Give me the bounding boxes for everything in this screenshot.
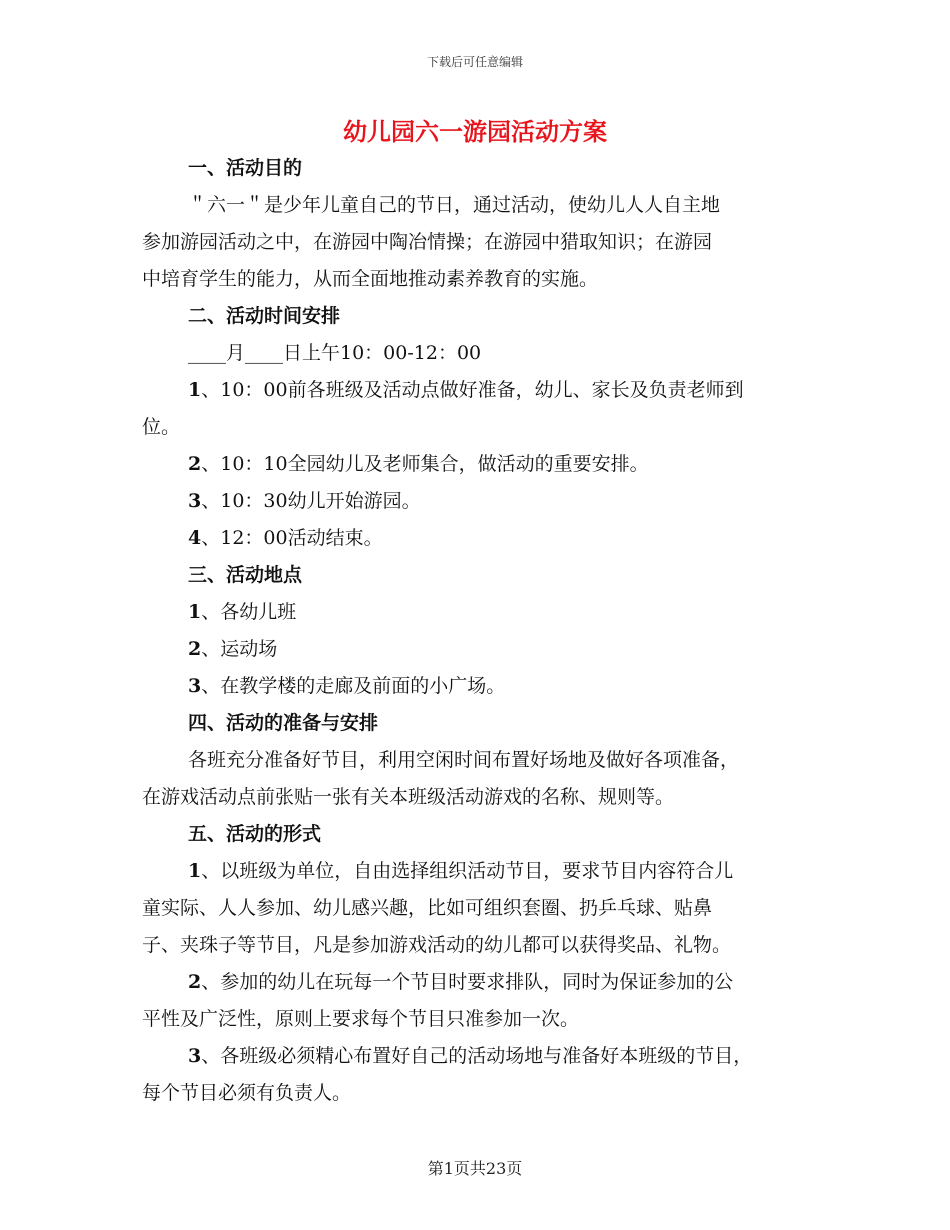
- document-body: [142, 150, 810, 1112]
- item-text: 、各班级必须精心布置好自己的活动场地与准备好本班级的节目，: [201, 1045, 753, 1067]
- item-number: 4: [188, 527, 202, 549]
- form-item-3: [142, 1038, 810, 1075]
- section-4-para-line: 在游戏活动点前张贴一张有关本班级活动游戏的名称、规则等。: [142, 786, 675, 808]
- page-header: 下载后可任意编辑: [426, 55, 523, 69]
- section-1-para-line: 参加游园活动之中，在游园中陶冶情操；在游园中猎取知识；在游园: [142, 231, 713, 253]
- schedule-item-2: [142, 446, 810, 483]
- item-number: 1: [188, 860, 202, 882]
- form-item-3-cont: 每个节目必须有负责人。: [142, 1082, 352, 1104]
- schedule-item-1-cont: 位。: [142, 416, 181, 438]
- item-number: 3: [188, 675, 202, 697]
- item-number: 2: [188, 971, 202, 993]
- form-item-2-cont: 平性及广泛性，原则上要求每个节目只准参加一次。: [142, 1008, 580, 1030]
- item-text: 、参加的幼儿在玩每一个节目时要求排队，同时为保证参加的公: [201, 971, 734, 993]
- page-footer: 第1页共23页: [427, 1159, 523, 1178]
- item-text: 、运动场: [201, 638, 278, 660]
- location-item-3: [142, 668, 810, 705]
- form-item-1-cont: 童实际、人人参加、幼儿感兴趣，比如可组织套圈、扔乒乓球、贴鼻: [142, 897, 713, 919]
- section-1-heading: 一、活动目的: [188, 157, 303, 179]
- location-item-2: [142, 631, 810, 668]
- item-text: 、10：30幼儿开始游园。: [201, 490, 421, 512]
- schedule-item-1: [142, 372, 810, 409]
- form-item-1: [142, 853, 810, 890]
- item-number: 3: [188, 1045, 202, 1067]
- item-text: 、以班级为单位，自由选择组织活动节目，要求节目内容符合儿: [201, 860, 734, 882]
- section-4-heading: 四、活动的准备与安排: [188, 712, 379, 734]
- item-text: 、各幼儿班: [201, 601, 297, 623]
- section-2-heading: 二、活动时间安排: [188, 305, 341, 327]
- item-text: 、10：00前各班级及活动点做好准备，幼儿、家长及负责老师到: [201, 379, 744, 401]
- section-5-heading: 五、活动的形式: [188, 823, 322, 845]
- location-item-1: [142, 594, 810, 631]
- section-1-para-line: ＂六一＂是少年儿童自己的节日，通过活动，使幼儿人人自主地: [188, 194, 721, 216]
- schedule-item-4: [142, 520, 810, 557]
- item-text: 、12：00活动结束。: [201, 527, 383, 549]
- item-number: 2: [188, 638, 202, 660]
- schedule-date-line: ____月____日上午10：00-12：00: [188, 342, 482, 364]
- section-1-para-line: 中培育学生的能力，从而全面地推动素养教育的实施。: [142, 268, 599, 290]
- item-number: 3: [188, 490, 202, 512]
- item-number: 2: [188, 453, 202, 475]
- item-number: 1: [188, 379, 202, 401]
- section-3-heading: 三、活动地点: [188, 564, 303, 586]
- item-text: 、10：10全园幼儿及老师集合，做活动的重要安排。: [201, 453, 649, 475]
- section-4-para-line: 各班充分准备好节目，利用空闲时间布置好场地及做好各项准备，: [188, 749, 740, 771]
- item-number: 1: [188, 601, 202, 623]
- document-title: 幼儿园六一游园活动方案: [343, 117, 607, 146]
- form-item-2: [142, 964, 810, 1001]
- item-text: 、在教学楼的走廊及前面的小广场。: [201, 675, 506, 697]
- schedule-item-3: [142, 483, 810, 520]
- form-item-1-cont: 子、夹珠子等节目，凡是参加游戏活动的幼儿都可以获得奖品、礼物。: [142, 934, 732, 956]
